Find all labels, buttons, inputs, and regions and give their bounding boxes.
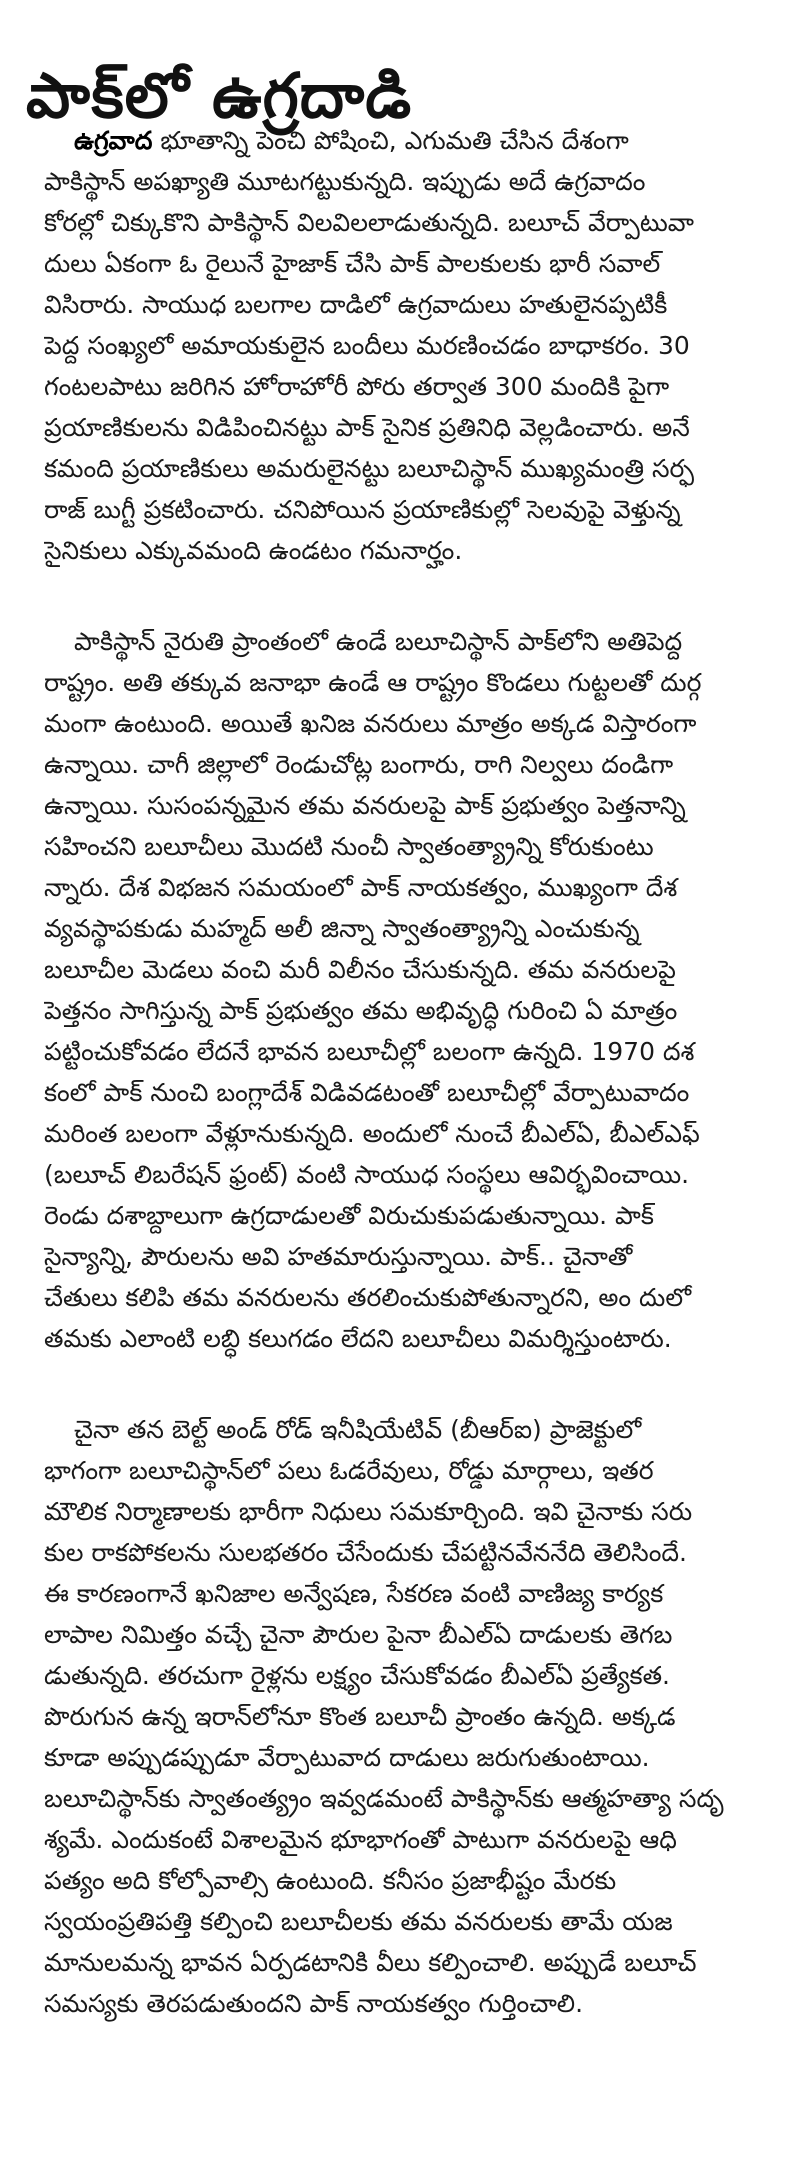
text-line: ప్రయాణికులను విడిపించినట్టు పాక్ సైనిక ప్రతినిధి వెల్లడించారు. అనే bbox=[44, 413, 690, 442]
text-line: స్వయంప్రతిపత్తి కల్పించి బలూచీలకు తమ వనరులకు తామే యజ bbox=[44, 1907, 673, 1936]
text-line: రాష్ట్రం. అతి తక్కువ జనాభా ఉండే ఆ రాష్ట్రం కొండలు గుట్టలతో దుర్గ bbox=[44, 668, 702, 697]
text-line: సహించని బలూచీలు మొదటి నుంచీ స్వాతంత్య్రాన్ని కోరుకుంటు bbox=[44, 832, 654, 861]
text-line: పట్టించుకోవడం లేదనే భావన బలూచీల్లో బలంగా ఉన్నది. 1970 దశ bbox=[44, 1037, 695, 1066]
text-line-remainder: భూతాన్ని పెంచి పోషించి, ఎగుమతి చేసిన దేశంగా bbox=[152, 126, 629, 155]
text-line: మరింత బలంగా వేళ్లూనుకున్నది. అందులో నుంచే బీఎల్ఏ, బీఎల్ఎఫ్ bbox=[44, 1119, 700, 1148]
paragraph-2 bbox=[44, 621, 784, 1359]
text-line: ఈ కారణంగానే ఖనిజాల అన్వేషణ, సేకరణ వంటి వాణిజ్య కార్యక bbox=[44, 1579, 664, 1608]
text-line: సైన్యాన్ని, పౌరులను అవి హతమారుస్తున్నాయి. పాక్.. చైనాతో bbox=[44, 1242, 633, 1271]
text-line: కమంది ప్రయాణికులు అమరులైనట్టు బలూచిస్థాన్ ముఖ్యమంత్రి సర్ఫ bbox=[44, 454, 694, 483]
text-line: చైనా తన బెల్ట్ అండ్ రోడ్ ఇనీషియేటివ్ (బీఆర్ఐ) ప్రాజెక్టులో bbox=[74, 1415, 642, 1444]
text-line: గంటలపాటు జరిగిన హోరాహోరీ పోరు తర్వాత 300 మందికి పైగా bbox=[44, 372, 670, 401]
text-line: కోరల్లో చిక్కుకొని పాకిస్థాన్ విలవిలలాడుతున్నది. బలూచ్ వేర్పాటువా bbox=[44, 208, 694, 237]
text-line: కూడా అప్పుడప్పుడూ వేర్పాటువాద దాడులు జరుగుతుంటాయి. bbox=[44, 1743, 650, 1772]
text-line: మానులమన్న భావన ఏర్పడటానికి వీలు కల్పించాలి. అప్పుడే బలూచ్ bbox=[44, 1948, 697, 1977]
text-line: భాగంగా బలూచిస్థాన్‌లో పలు ఓడరేవులు, రోడ్డు మార్గాలు, ఇతర bbox=[44, 1456, 654, 1485]
text-line: చేతులు కలిపి తమ వనరులను తరలించుకుపోతున్నారని, అం దులో bbox=[44, 1283, 692, 1312]
lead-word: ఉగ్రవాద bbox=[74, 126, 153, 155]
text-line: లాపాల నిమిత్తం వచ్చే చైనా పౌరుల పైనా బీఎల్ఏ దాడులకు తెగబ bbox=[44, 1620, 673, 1649]
text-line: సమస్యకు తెరపడుతుందని పాక్ నాయకత్వం గుర్తించాలి. bbox=[44, 1989, 584, 2018]
text-line: బలూచీల మెడలు వంచి మరీ విలీనం చేసుకున్నది. తమ వనరులపై bbox=[44, 955, 676, 984]
text-line: పాకిస్థాన్ నైరుతి ప్రాంతంలో ఉండే బలూచిస్థాన్ పాక్‌లోని అతిపెద్ద bbox=[74, 627, 683, 656]
text-line: బలూచిస్థాన్‌కు స్వాతంత్య్రం ఇవ్వడమంటే పాకిస్థాన్‌కు ఆత్మహత్యా సదృ bbox=[44, 1784, 724, 1813]
text-line bbox=[44, 120, 784, 161]
text-line: పెద్ద సంఖ్యలో అమాయకులైన బందీలు మరణించడం బాధాకరం. 30 bbox=[44, 331, 690, 360]
paragraph-3 bbox=[44, 1409, 784, 2024]
text-line: పొరుగున ఉన్న ఇరాన్‌లోనూ కొంత బలూచీ ప్రాంతం ఉన్నది. అక్కడ bbox=[44, 1702, 676, 1731]
text-line: కుల రాకపోకలను సులభతరం చేసేందుకు చేపట్టినవేననేది తెలిసిందే. bbox=[44, 1538, 688, 1567]
text-line: ఉన్నాయి. సుసంపన్నమైన తమ వనరులపై పాక్ ప్రభుత్వం పెత్తనాన్ని bbox=[44, 791, 686, 820]
text-line: న్నారు. దేశ విభజన సమయంలో పాక్ నాయకత్వం, ముఖ్యంగా దేశ bbox=[44, 873, 678, 902]
text-line: మంగా ఉంటుంది. అయితే ఖనిజ వనరులు మాత్రం అక్కడ విస్తారంగా bbox=[44, 709, 697, 738]
text-line: శ్యమే. ఎందుకంటే విశాలమైన భూభాగంతో పాటుగా వనరులపై ఆధి bbox=[44, 1825, 677, 1854]
text-line: ఉన్నాయి. చాగీ జిల్లాలో రెండుచోట్ల బంగారు, రాగి నిల్వలు దండిగా bbox=[44, 750, 674, 779]
headline: పాక్‌లో ఉగ్రదాడి bbox=[26, 58, 413, 132]
article-body bbox=[44, 120, 784, 2074]
text-line: రెండు దశాబ్దాలుగా ఉగ్రదాడులతో విరుచుకుపడుతున్నాయి. పాక్ bbox=[44, 1201, 654, 1230]
text-line: దులు ఏకంగా ఓ రైలునే హైజాక్ చేసి పాక్ పాలకులకు భారీ సవాల్ bbox=[44, 249, 661, 278]
text-line: పత్యం అది కోల్పోవాల్సి ఉంటుంది. కనీసం ప్రజాభీష్టం మేరకు bbox=[44, 1866, 617, 1895]
text-line: వ్యవస్థాపకుడు మహ్మద్ అలీ జిన్నా స్వాతంత్య్రాన్ని ఎంచుకున్న bbox=[44, 914, 640, 943]
text-line: కంలో పాక్ నుంచి బంగ్లాదేశ్ విడివడటంతో బలూచీల్లో వేర్పాటువాదం bbox=[44, 1078, 690, 1107]
text-line: సైనికులు ఎక్కువమంది ఉండటం గమనార్హం. bbox=[44, 536, 463, 565]
text-line: పెత్తనం సాగిస్తున్న పాక్ ప్రభుత్వం తమ అభివృద్ధి గురించి ఏ మాత్రం bbox=[44, 996, 678, 1025]
text-line: తమకు ఎలాంటి లబ్ధి కలుగడం లేదని బలూచీలు విమర్శిస్తుంటారు. bbox=[44, 1324, 672, 1353]
text-line: రాజ్ బుగ్టీ ప్రకటించారు. చనిపోయిన ప్రయాణికుల్లో సెలవుపై వెళ్తున్న bbox=[44, 495, 681, 524]
text-line: మౌలిక నిర్మాణాలకు భారీగా నిధులు సమకూర్చింది. ఇవి చైనాకు సరు bbox=[44, 1497, 693, 1526]
text-line: పాకిస్థాన్ అపఖ్యాతి మూటగట్టుకున్నది. ఇప్పుడు అదే ఉగ్రవాదం bbox=[44, 167, 646, 196]
text-line: (బలూచ్ లిబరేషన్ ఫ్రంట్) వంటి సాయుధ సంస్థలు ఆవిర్భవించాయి. bbox=[44, 1160, 690, 1189]
paragraph-1 bbox=[44, 120, 784, 571]
text-line: విసిరారు. సాయుధ బలగాల దాడిలో ఉగ్రవాదులు హతులైనప్పటికీ bbox=[44, 290, 668, 319]
text-line: డుతున్నది. తరచుగా రైళ్లను లక్ష్యం చేసుకోవడం బీఎల్ఏ ప్రత్యేకత. bbox=[44, 1661, 671, 1690]
